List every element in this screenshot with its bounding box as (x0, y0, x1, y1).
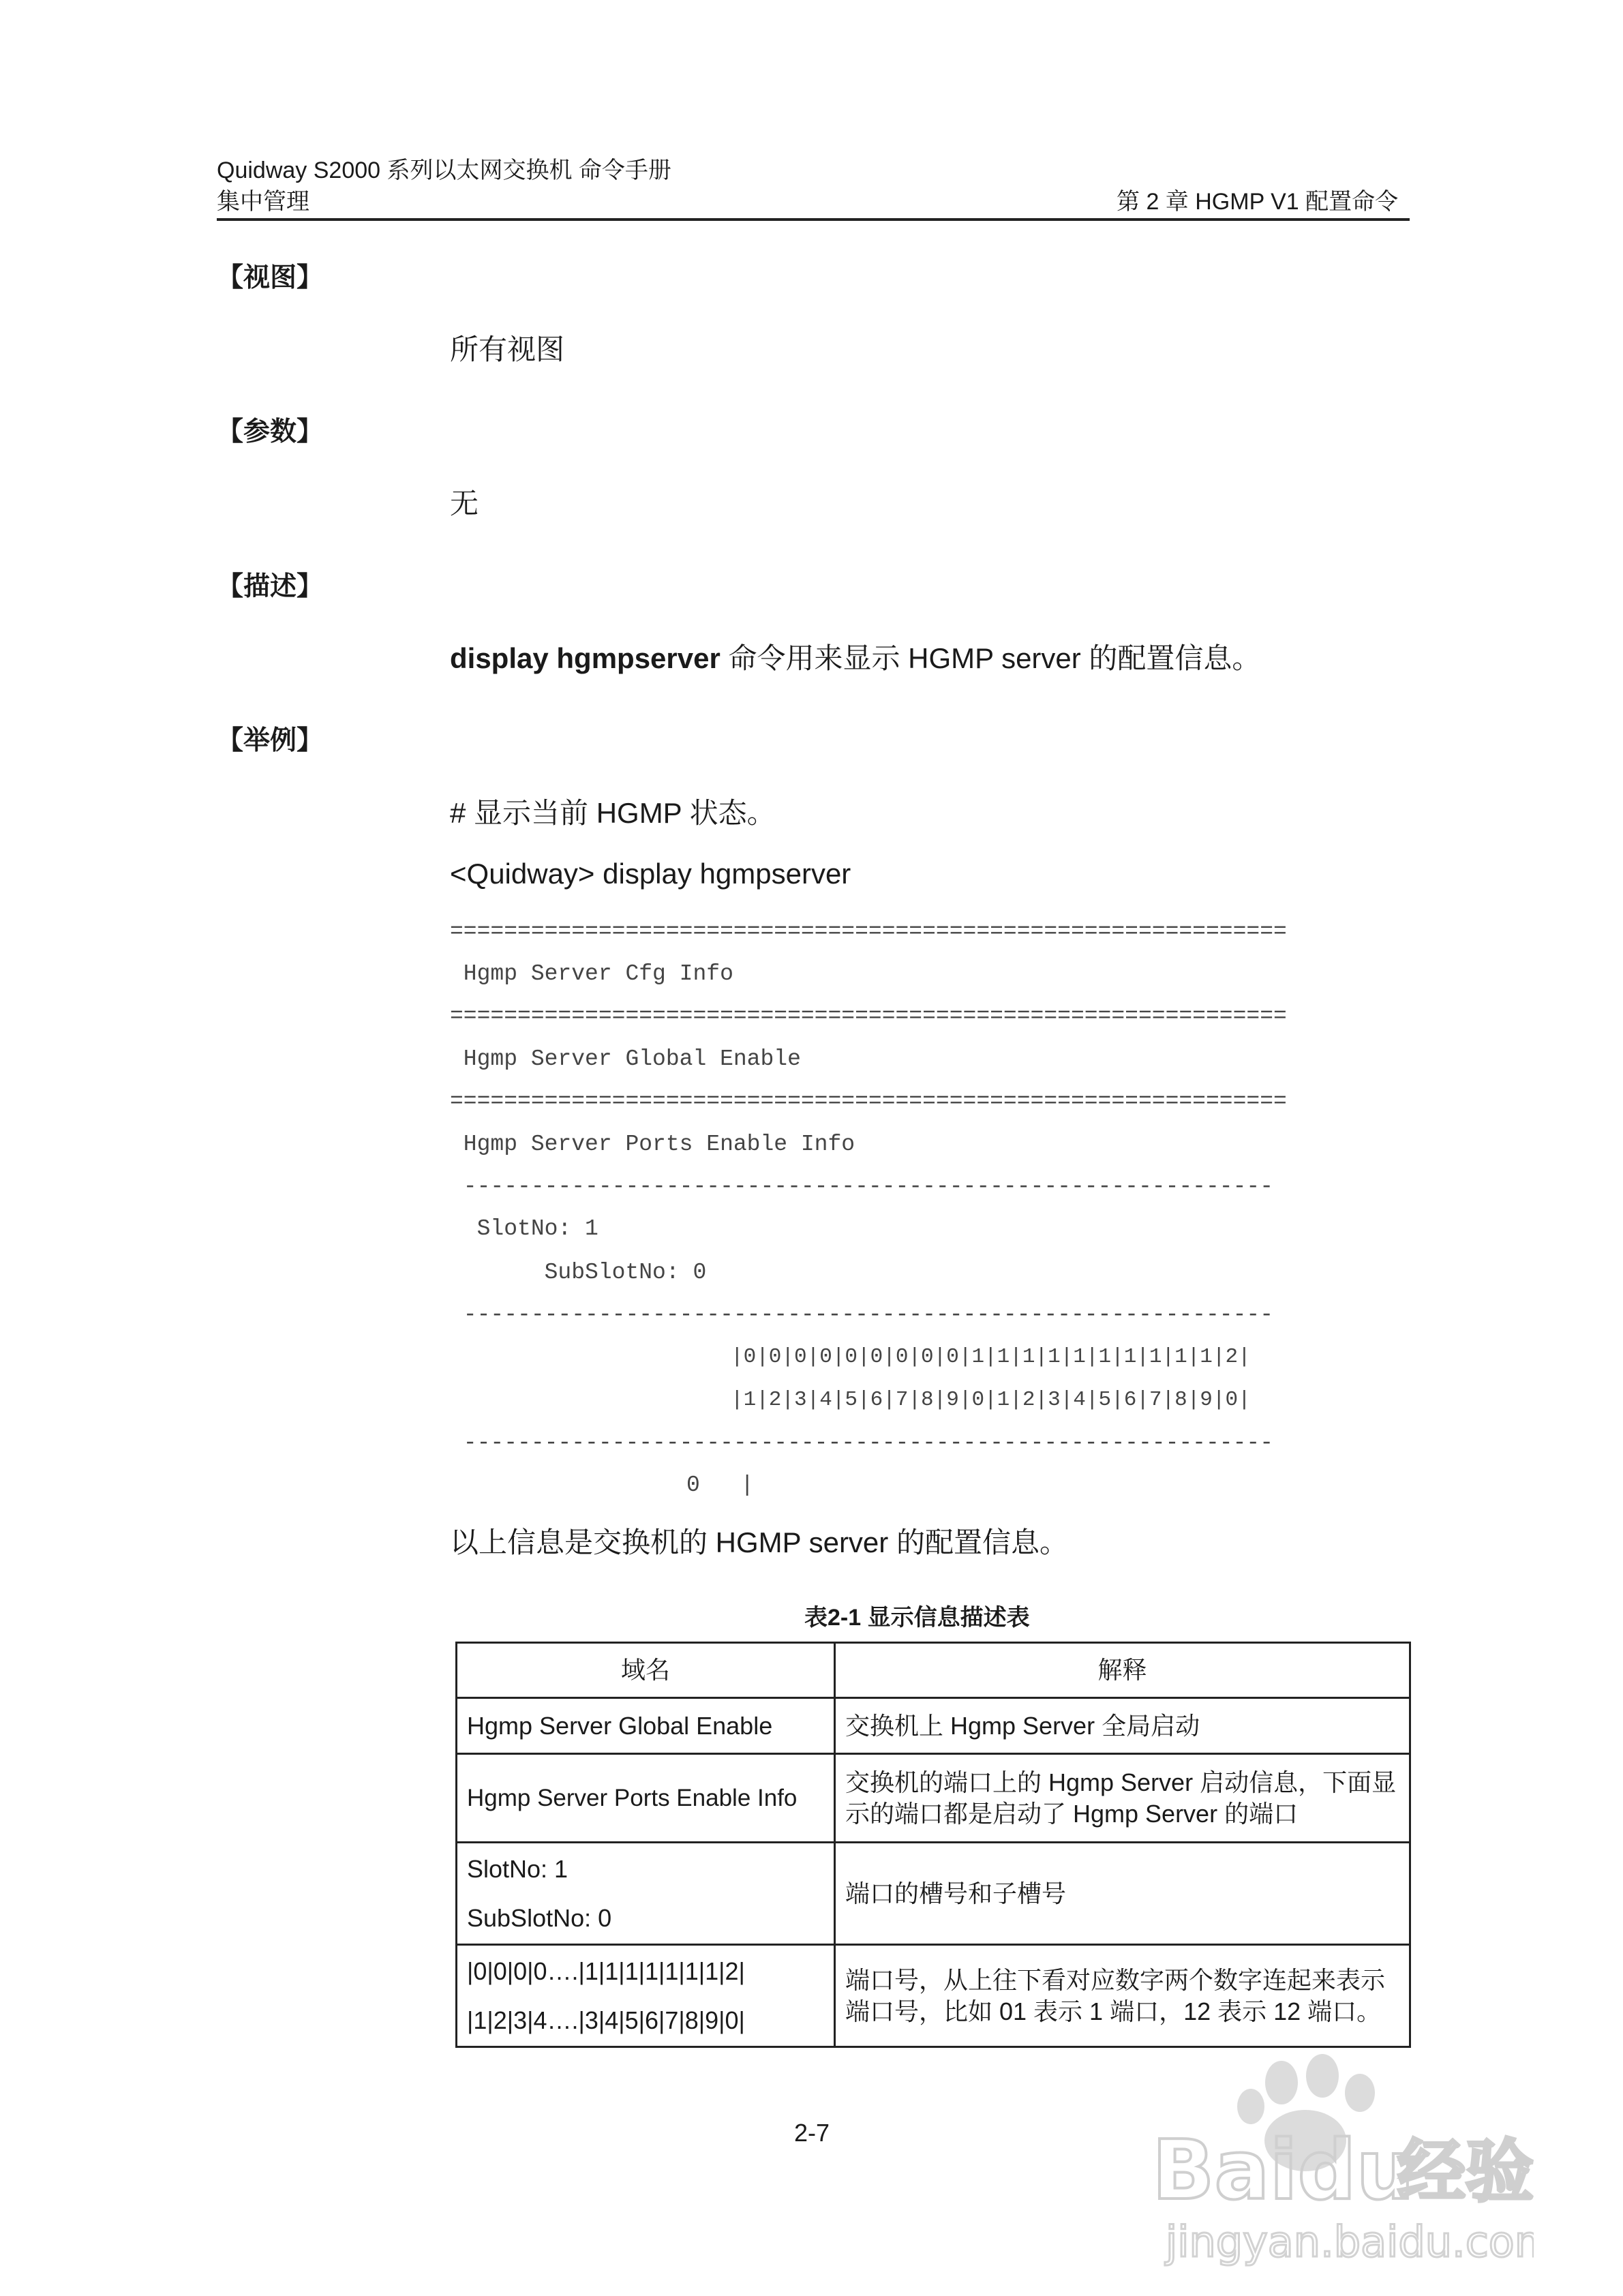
output-status-row: 0 | (686, 1472, 755, 1498)
output-global-enable: Hgmp Server Global Enable (450, 1046, 801, 1072)
params-text: 无 (450, 487, 479, 519)
command-name: display hgmpserver (450, 642, 721, 674)
output-dash-line: ------------------------------------------------------------ (450, 1302, 1273, 1327)
header-chapter: 第 2 章 HGMP V1 配置命令 (1117, 189, 1399, 215)
output-separator: ============================================================== (450, 1003, 1287, 1029)
output-separator: ============================================================== (450, 1089, 1287, 1114)
table-cell-description: 端口号，从上往下看对应数字两个数字连起来表示端口号，比如 01 表示 1 端口，12 表示 12 端口。 (835, 1945, 1410, 2047)
table-header-description: 解释 (835, 1643, 1410, 1698)
table-row (457, 1754, 1410, 1843)
header-subtitle: 集中管理 (217, 189, 309, 215)
example-command: <Quidway> display hgmpserver (450, 858, 851, 890)
section-example-title: 【举例】 (217, 726, 324, 755)
section-description-title: 【描述】 (217, 572, 324, 601)
output-ports-enable-info: Hgmp Server Ports Enable Info (450, 1132, 855, 1157)
table-cell-ports-units: |1|2|3|4….|3|4|5|6|7|8|9|0| (467, 2006, 745, 2034)
baidu-jingyan-watermark (1125, 2052, 1534, 2270)
description-table (455, 1642, 1411, 2048)
section-view-title: 【视图】 (217, 263, 324, 292)
output-subslot: SubSlotNo: 0 (450, 1260, 707, 1285)
table-caption: 表2-1 显示信息描述表 (804, 1605, 1030, 1631)
table-cell-subslot: SubSlotNo: 0 (467, 1903, 612, 1932)
summary-text: 以上信息是交换机的 HGMP server 的配置信息。 (450, 1526, 1068, 1558)
output-dash-line: ------------------------------------------------------------ (450, 1174, 1273, 1199)
table-header-field: 域名 (457, 1643, 835, 1698)
table-cell-field (457, 1945, 835, 2047)
table-row (457, 1843, 1410, 1945)
example-comment: # 显示当前 HGMP 状态。 (450, 797, 776, 829)
table-cell-field (457, 1843, 835, 1945)
output-slot: SlotNo: 1 (450, 1216, 598, 1241)
table-cell-description: 端口的槽号和子槽号 (835, 1843, 1410, 1945)
table-cell-field: Hgmp Server Ports Enable Info (457, 1754, 835, 1843)
table-cell-description: 交换机上 Hgmp Server 全局启动 (835, 1698, 1410, 1754)
description-rest: 命令用来显示 HGMP server 的配置信息。 (720, 642, 1261, 674)
header-title: Quidway S2000 系列以太网交换机 命令手册 (217, 157, 671, 183)
table-cell-description: 交换机的端口上的 Hgmp Server 启动信息，下面显示的端口都是启动了 Hgmp Server 的端口 (835, 1754, 1410, 1843)
watermark-cn: 经验 (1397, 2132, 1534, 2211)
table-row (457, 1945, 1410, 2047)
table-row (457, 1698, 1410, 1754)
watermark-url: jingyan.baidu.com (1166, 2217, 1534, 2267)
header-divider (217, 218, 1410, 221)
paw-logo-icon (1125, 2052, 1534, 2270)
output-separator: ============================================================== (450, 919, 1287, 944)
output-ports-row-units: |1|2|3|4|5|6|7|8|9|0|1|2|3|4|5|6|7|8|9|0| (731, 1388, 1251, 1412)
watermark-brand: Baidu (1152, 2124, 1414, 2218)
description-text (450, 636, 1260, 677)
page-number: 2-7 (794, 2119, 830, 2147)
output-ports-row-tens: |0|0|0|0|0|0|0|0|0|1|1|1|1|1|1|1|1|1|1|2| (731, 1345, 1251, 1369)
table-cell-ports-tens: |0|0|0|0….|1|1|1|1|1|1|1|2| (467, 1957, 745, 1985)
table-cell-slot: SlotNo: 1 (467, 1854, 568, 1883)
view-text: 所有视图 (450, 333, 565, 365)
output-cfg-info: Hgmp Server Cfg Info (450, 961, 733, 986)
output-dash-line: ------------------------------------------------------------ (450, 1430, 1273, 1455)
section-params-title: 【参数】 (217, 417, 324, 447)
table-header-row (457, 1643, 1410, 1698)
table-cell-field: Hgmp Server Global Enable (457, 1698, 835, 1754)
